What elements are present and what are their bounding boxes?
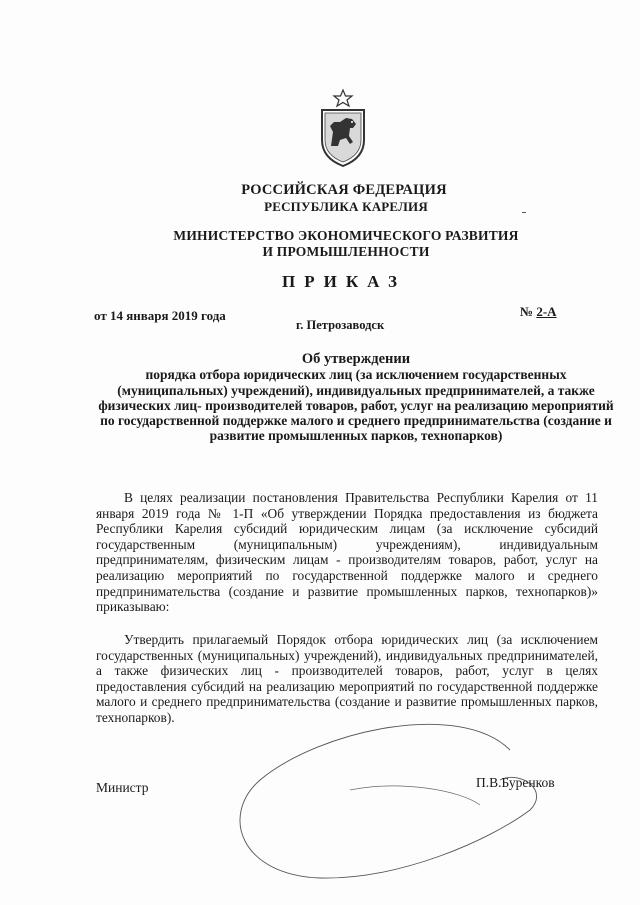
document-city: г. Петрозаводск	[296, 318, 385, 332]
number-prefix: №	[520, 304, 537, 319]
republic-heading: РЕСПУБЛИКА КАРЕЛИЯ	[264, 199, 428, 214]
document-number	[520, 304, 557, 320]
title-first-line: Об утверждении	[301, 351, 411, 367]
ministry-heading-line1: МИНИСТЕРСТВО ЭКОНОМИЧЕСКОГО РАЗВИТИЯ	[173, 228, 519, 243]
body-paragraph-1: В целях реализации постановления Правительства Республики Карелия от 11 января 2019 года № 1-П «Об утверждении Порядка предоставления из бюджета Республики Карелия субсидий юридическим лицам (за исключение субсидий государственным (муниципальным) учреждениям), индивидуальным предпринимателям, физическим лицам - производителям товаров, работ, услуг на реализацию мероприятий по государственной поддержке малого и среднего предпринимательства (создание и развитие промышленных парков, технопарков)» приказываю:	[96, 490, 598, 615]
document-type-heading: ПРИКАЗ	[282, 272, 406, 291]
handwritten-signature	[200, 640, 560, 890]
body-paragraph-2: Утвердить прилагаемый Порядок отбора юридических лиц (за исключением государственных (муниципальных) учреждений), индивидуальных предпринимателей, а также физических лиц - производителей товаров, работ, услуг в целях предоставления субсидий на реализацию мероприятий по государственной поддержке малого и среднего предпринимательства (создание и развитие промышленных парков, технопарков).	[96, 632, 598, 725]
scan-mark	[522, 212, 526, 213]
ministry-heading-line2: И ПРОМЫШЛЕННОСТИ	[262, 244, 430, 259]
title-rest: порядка отбора юридических лиц (за исключением государственных (муниципальных) учреждений), индивидуальных предпринимателей, а также физических лиц- производителей товаров, работ, услуг на реализацию мероприятий по государственной поддержке малого и среднего предпринимательства (создание и развитие промышленных парков, технопарков)	[98, 367, 614, 444]
document-date: от 14 января 2019 года	[94, 308, 226, 323]
coat-of-arms-emblem	[316, 88, 370, 168]
country-heading: РОССИЙСКАЯ ФЕДЕРАЦИЯ	[241, 182, 447, 198]
document-title	[96, 352, 616, 444]
number-value: 2-А	[536, 304, 557, 319]
signatory-name: П.В.Буренков	[476, 775, 555, 790]
signatory-position: Министр	[96, 780, 149, 795]
